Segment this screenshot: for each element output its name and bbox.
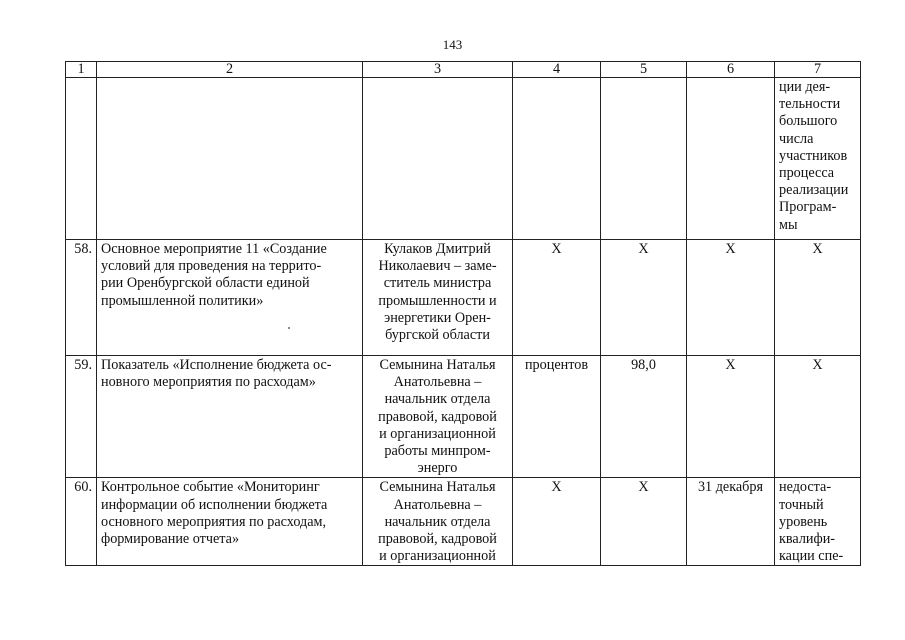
column-header: 1 <box>66 62 97 78</box>
deadline-cell: Х <box>687 356 775 478</box>
table-row <box>66 240 861 356</box>
deadline-cell: Х <box>687 240 775 356</box>
deadline-cell <box>687 78 775 240</box>
table-row <box>66 356 861 478</box>
column-header: 7 <box>775 62 861 78</box>
unit-cell: Х <box>513 240 601 356</box>
event-cell: Основное мероприятие 11 «Создание условий для проведения на террито- рии Оренбургской области единой промышленной политики» <box>97 240 363 356</box>
event-cell <box>97 78 363 240</box>
plan-table <box>65 61 861 566</box>
responsible-cell <box>363 78 513 240</box>
risk-cell: Х <box>775 356 861 478</box>
unit-cell: процентов <box>513 356 601 478</box>
column-header: 6 <box>687 62 775 78</box>
column-header: 3 <box>363 62 513 78</box>
value-cell <box>601 78 687 240</box>
responsible-cell: Семынина Наталья Анатольевна – начальник отдела правовой, кадровой и организационной работы минпром- энерго <box>363 356 513 478</box>
risk-cell: Х <box>775 240 861 356</box>
responsible-cell: Кулаков Дмитрий Николаевич – заме- ститель министра промышленности и энергетики Орен- бургской области <box>363 240 513 356</box>
row-number: 60. <box>66 478 97 566</box>
column-header: 2 <box>97 62 363 78</box>
unit-cell: Х <box>513 478 601 566</box>
scan-speck <box>288 327 290 329</box>
deadline-cell: 31 декабря <box>687 478 775 566</box>
table-row <box>66 78 861 240</box>
risk-cell: ции дея- тельности большого числа участников процесса реализации Програм- мы <box>775 78 861 240</box>
responsible-cell: Семынина Наталья Анатольевна – начальник отдела правовой, кадровой и организационной <box>363 478 513 566</box>
value-cell: Х <box>601 240 687 356</box>
value-cell: Х <box>601 478 687 566</box>
row-number: 58. <box>66 240 97 356</box>
table-row <box>66 478 861 566</box>
column-header: 4 <box>513 62 601 78</box>
page-number: 143 <box>442 37 463 52</box>
row-number: 59. <box>66 356 97 478</box>
value-cell: 98,0 <box>601 356 687 478</box>
row-number <box>66 78 97 240</box>
header-row <box>66 62 861 78</box>
event-cell: Контрольное событие «Мониторинг информации об исполнении бюджета основного мероприятия по расходам, формирование отчета» <box>97 478 363 566</box>
event-cell: Показатель «Исполнение бюджета ос- новного мероприятия по расходам» <box>97 356 363 478</box>
column-header: 5 <box>601 62 687 78</box>
risk-cell: недоста- точный уровень квалифи- кации спе- <box>775 478 861 566</box>
unit-cell <box>513 78 601 240</box>
